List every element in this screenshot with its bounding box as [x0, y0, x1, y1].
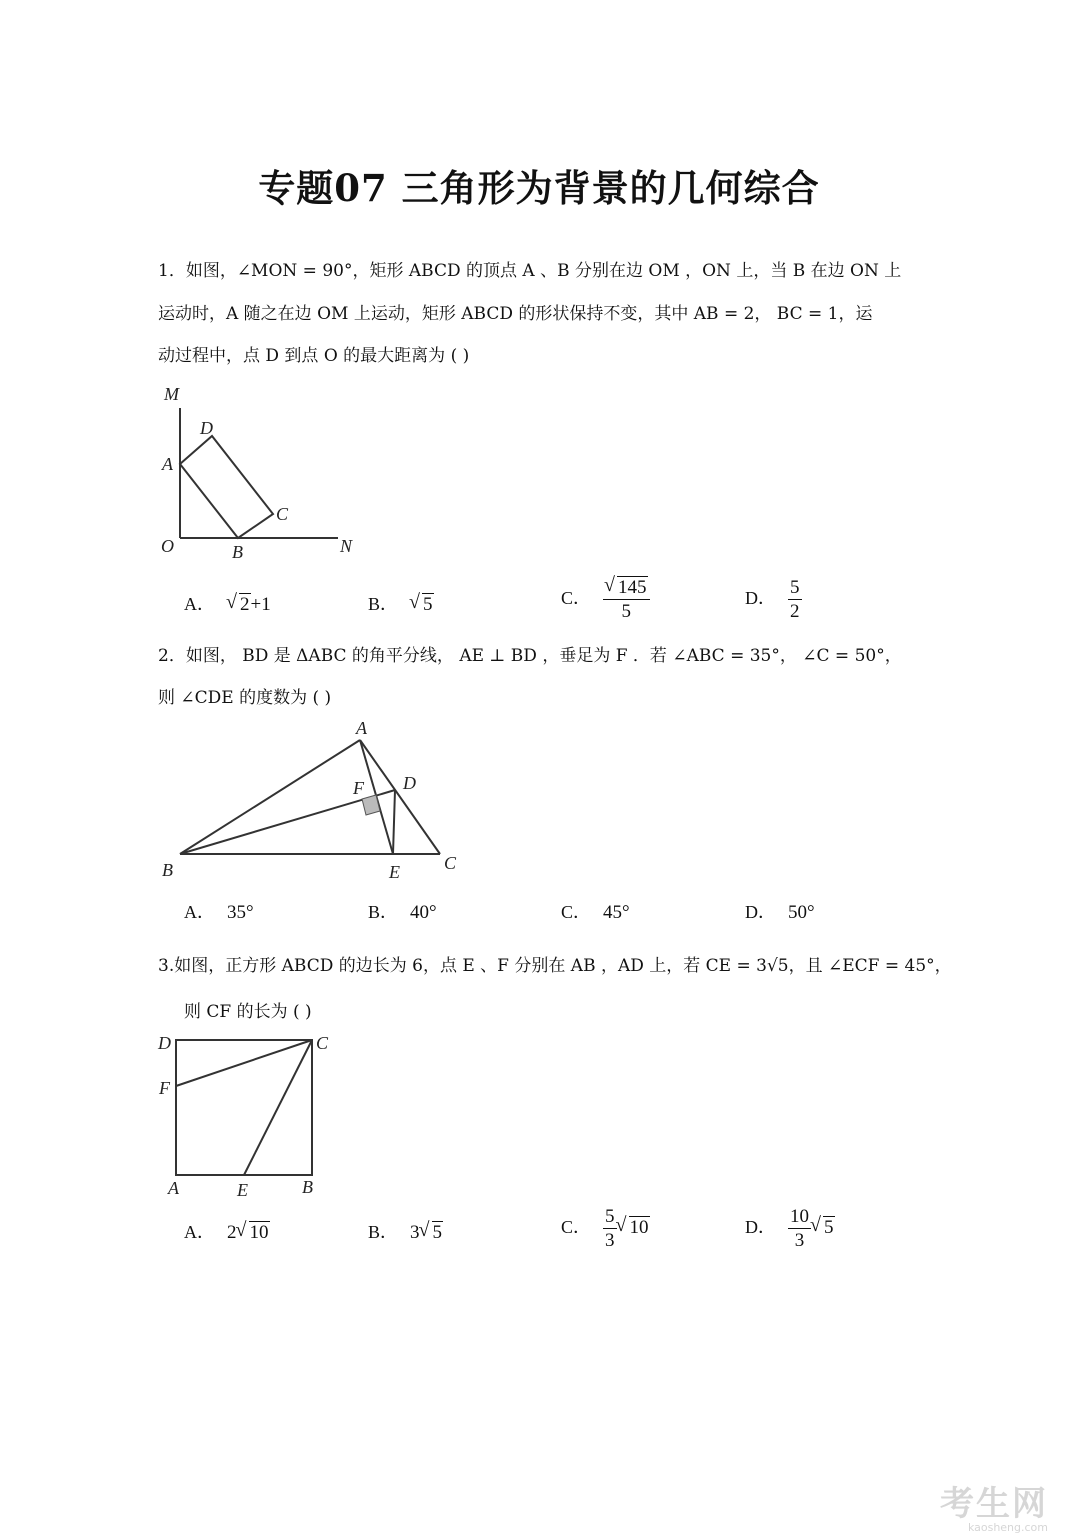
q3-option-d[interactable]: [745, 1207, 835, 1251]
q1-option-d[interactable]: [745, 578, 802, 622]
q2-option-b-value: 40°: [410, 902, 437, 923]
q2-option-c-label: C．: [561, 902, 592, 922]
q3-option-a[interactable]: [184, 1218, 270, 1244]
q2-line1: 2．如图， BD 是 ΔABC 的角平分线， AE ⊥ BD ，垂足为 F ．若 ∠ABC = 35°， ∠C = 50°，: [158, 646, 902, 666]
q1-line3: 动过程中，点 D 到点 O 的最大距离为 ( ): [158, 346, 470, 366]
q3-label-b: B: [302, 1177, 313, 1197]
q2-label-b: B: [162, 860, 173, 880]
q2-label-a: A: [356, 718, 367, 738]
q1-option-b-label: B．: [368, 594, 399, 614]
q1-option-a[interactable]: [184, 590, 271, 616]
q3-option-a-coef: 2: [227, 1222, 237, 1243]
q1-label-d: D: [200, 418, 213, 438]
q1-option-c-den: 5: [621, 600, 632, 622]
q2-option-d-value: 50°: [788, 902, 815, 923]
q2-option-c-value: 45°: [603, 902, 630, 923]
q3-label-e: E: [237, 1180, 248, 1200]
q2-option-a-value: 35°: [227, 902, 254, 923]
q2-option-b[interactable]: [368, 898, 437, 924]
q1-option-c-rad: 145: [618, 577, 647, 598]
q3-option-a-label: A．: [184, 1222, 215, 1242]
q1-option-a-tail: +1: [250, 594, 271, 615]
q1-option-b-rad: 5: [423, 594, 433, 615]
q3-label-f: F: [159, 1078, 170, 1098]
q3-option-d-den: 3: [794, 1229, 805, 1251]
q2-label-c: C: [444, 853, 457, 873]
q3-option-c-rad: 10: [629, 1217, 649, 1239]
watermark: [940, 1476, 1048, 1534]
q3-figure: [150, 1030, 350, 1205]
q2-label-d: D: [403, 773, 416, 793]
q2-option-d-label: D．: [745, 902, 776, 922]
q3-option-c-den: 3: [605, 1229, 615, 1251]
q2-option-c[interactable]: [561, 898, 630, 924]
q2-option-b-label: B．: [368, 902, 399, 922]
q1-option-b[interactable]: [368, 590, 434, 616]
q3-line2: 则 CF 的长为 ( ): [184, 1002, 312, 1022]
q3-option-d-label: D．: [745, 1217, 776, 1238]
watermark-sub: kaosheng.com: [967, 1521, 1048, 1534]
q1-figure: [150, 378, 370, 568]
q1-line2: 运动时，A 随之在边 OM 上运动，矩形 ABCD 的形状保持不变，其中 AB = 2， BC = 1，运: [158, 304, 873, 324]
q3-option-d-rad: 5: [824, 1217, 834, 1239]
q1-option-a-rad: 2: [240, 594, 250, 615]
q3-label-c: C: [316, 1033, 329, 1053]
q3-label-a: A: [168, 1178, 179, 1198]
q1-label-a: A: [162, 454, 173, 474]
q3-option-b-label: B．: [368, 1222, 399, 1242]
q3-option-c[interactable]: [561, 1207, 650, 1251]
q3-line1: 3.如图，正方形 ABCD 的边长为 6，点 E 、F 分别在 AB ，AD 上，若 CE = 3√5，且 ∠ECF = 45°，: [158, 956, 952, 976]
q1-option-d-den: 2: [790, 600, 800, 622]
q1-label-b: B: [232, 542, 243, 562]
page-title: 专题07 三角形为背景的几何综合: [258, 166, 820, 210]
q2-option-a[interactable]: [184, 898, 254, 924]
q1-option-d-num: 5: [790, 577, 800, 598]
q1-label-c: C: [276, 504, 289, 524]
q1-option-c-label: C．: [561, 588, 592, 609]
watermark-text: 考生网: [940, 1484, 1048, 1524]
q2-label-e: E: [389, 862, 400, 882]
q1-label-o: O: [161, 536, 174, 556]
q3-label-d: D: [158, 1033, 171, 1053]
q3-option-a-rad: 10: [249, 1222, 269, 1243]
q1-label-n: N: [340, 536, 353, 556]
q3-option-b-rad: 5: [432, 1222, 443, 1243]
q1-label-m: M: [164, 384, 179, 404]
q3-option-b-coef: 3: [410, 1222, 420, 1243]
q2-option-d[interactable]: [745, 898, 815, 924]
q1-line1: 1．如图，∠MON = 90°，矩形 ABCD 的顶点 A 、B 分别在边 OM ，ON 上，当 B 在边 ON 上: [158, 261, 902, 281]
q3-option-b[interactable]: [368, 1218, 443, 1244]
q2-figure: [150, 716, 470, 886]
q3-option-c-num: 5: [605, 1206, 615, 1227]
q3-option-d-num: 10: [790, 1206, 809, 1227]
q3-option-c-label: C．: [561, 1217, 592, 1238]
q2-line2: 则 ∠CDE 的度数为 ( ): [158, 688, 332, 708]
q1-option-d-label: D．: [745, 588, 776, 609]
q1-option-c[interactable]: [561, 578, 650, 622]
q2-label-f: F: [353, 778, 364, 798]
q1-option-a-label: A．: [184, 594, 215, 614]
q2-option-a-label: A．: [184, 902, 215, 922]
